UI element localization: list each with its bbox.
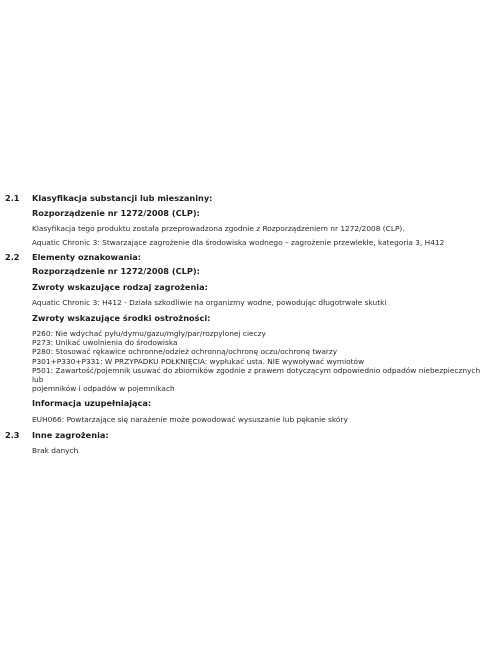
hazard-statements-heading: Zwroty wskazujące rodzaj zagrożenia: (32, 282, 208, 292)
section-2-2 (0, 252, 500, 425)
supplementary-info-heading: Informacja uzupełniająca: (32, 398, 152, 409)
precaution-line: P501: Zawartość/pojemnik usuwać do zbiorników zgodnie z prawem dotyczącym odpowiednio odpadów niebezpiecznych lub (32, 365, 481, 385)
classification-text: Klasyfikacja tego produktu została przeprowadzona zgodnie z Rozporządzeniem nr 1272/2008 (CLP). (32, 224, 405, 233)
precaution-line: P280: Stosować rękawice ochronne/odzież ochronną/ochronę oczu/ochronę twarzy (32, 347, 338, 357)
regulation-heading: Rozporządzenie nr 1272/2008 (CLP): (32, 208, 200, 218)
precautionary-statements-list (32, 329, 492, 393)
section-title: Inne zagrożenia: (32, 430, 109, 441)
section-number: 2.1 (5, 193, 20, 203)
precautionary-statements-heading: Zwroty wskazujące środki ostrożności: (32, 313, 211, 323)
section-number: 2.2 (5, 252, 20, 262)
section-2-1 (0, 193, 500, 248)
aquatic-chronic-text: Aquatic Chronic 3: Stwarzające zagrożenie dla środowiska wodnego – zagrożenie przewlekłe, kategoria 3, H412 (32, 238, 445, 247)
hazard-statement-text: Aquatic Chronic 3: H412 - Działa szkodliwie na organizmy wodne, powodując długotrwałe skutki (32, 298, 387, 307)
precaution-line: P273: Unikać uwolnienia do środowiska (32, 338, 178, 348)
precaution-line: P301+P330+P331: W PRZYPADKU POŁKNIĘCIA: wypłukać usta. NIE wywoływać wymiotów (32, 356, 365, 366)
section-title: Klasyfikacja substancji lub mieszaniny: (32, 193, 213, 203)
section-number: 2.3 (5, 430, 20, 441)
precaution-line: pojemników i odpadów w pojemnikach (32, 384, 175, 394)
supplementary-info-text: EUH066: Powtarzające się narażenie może powodować wysuszanie lub pękanie skóry (32, 415, 348, 425)
document-body (0, 193, 500, 456)
regulation-heading: Rozporządzenie nr 1272/2008 (CLP): (32, 266, 200, 276)
precaution-line: P260: Nie wdychać pyłu/dymu/gazu/mgły/par/rozpylonej cieczy (32, 329, 266, 338)
section-title: Elementy oznakowania: (32, 252, 142, 262)
other-hazards-text: Brak danych (32, 446, 79, 456)
section-2-3 (0, 430, 500, 456)
